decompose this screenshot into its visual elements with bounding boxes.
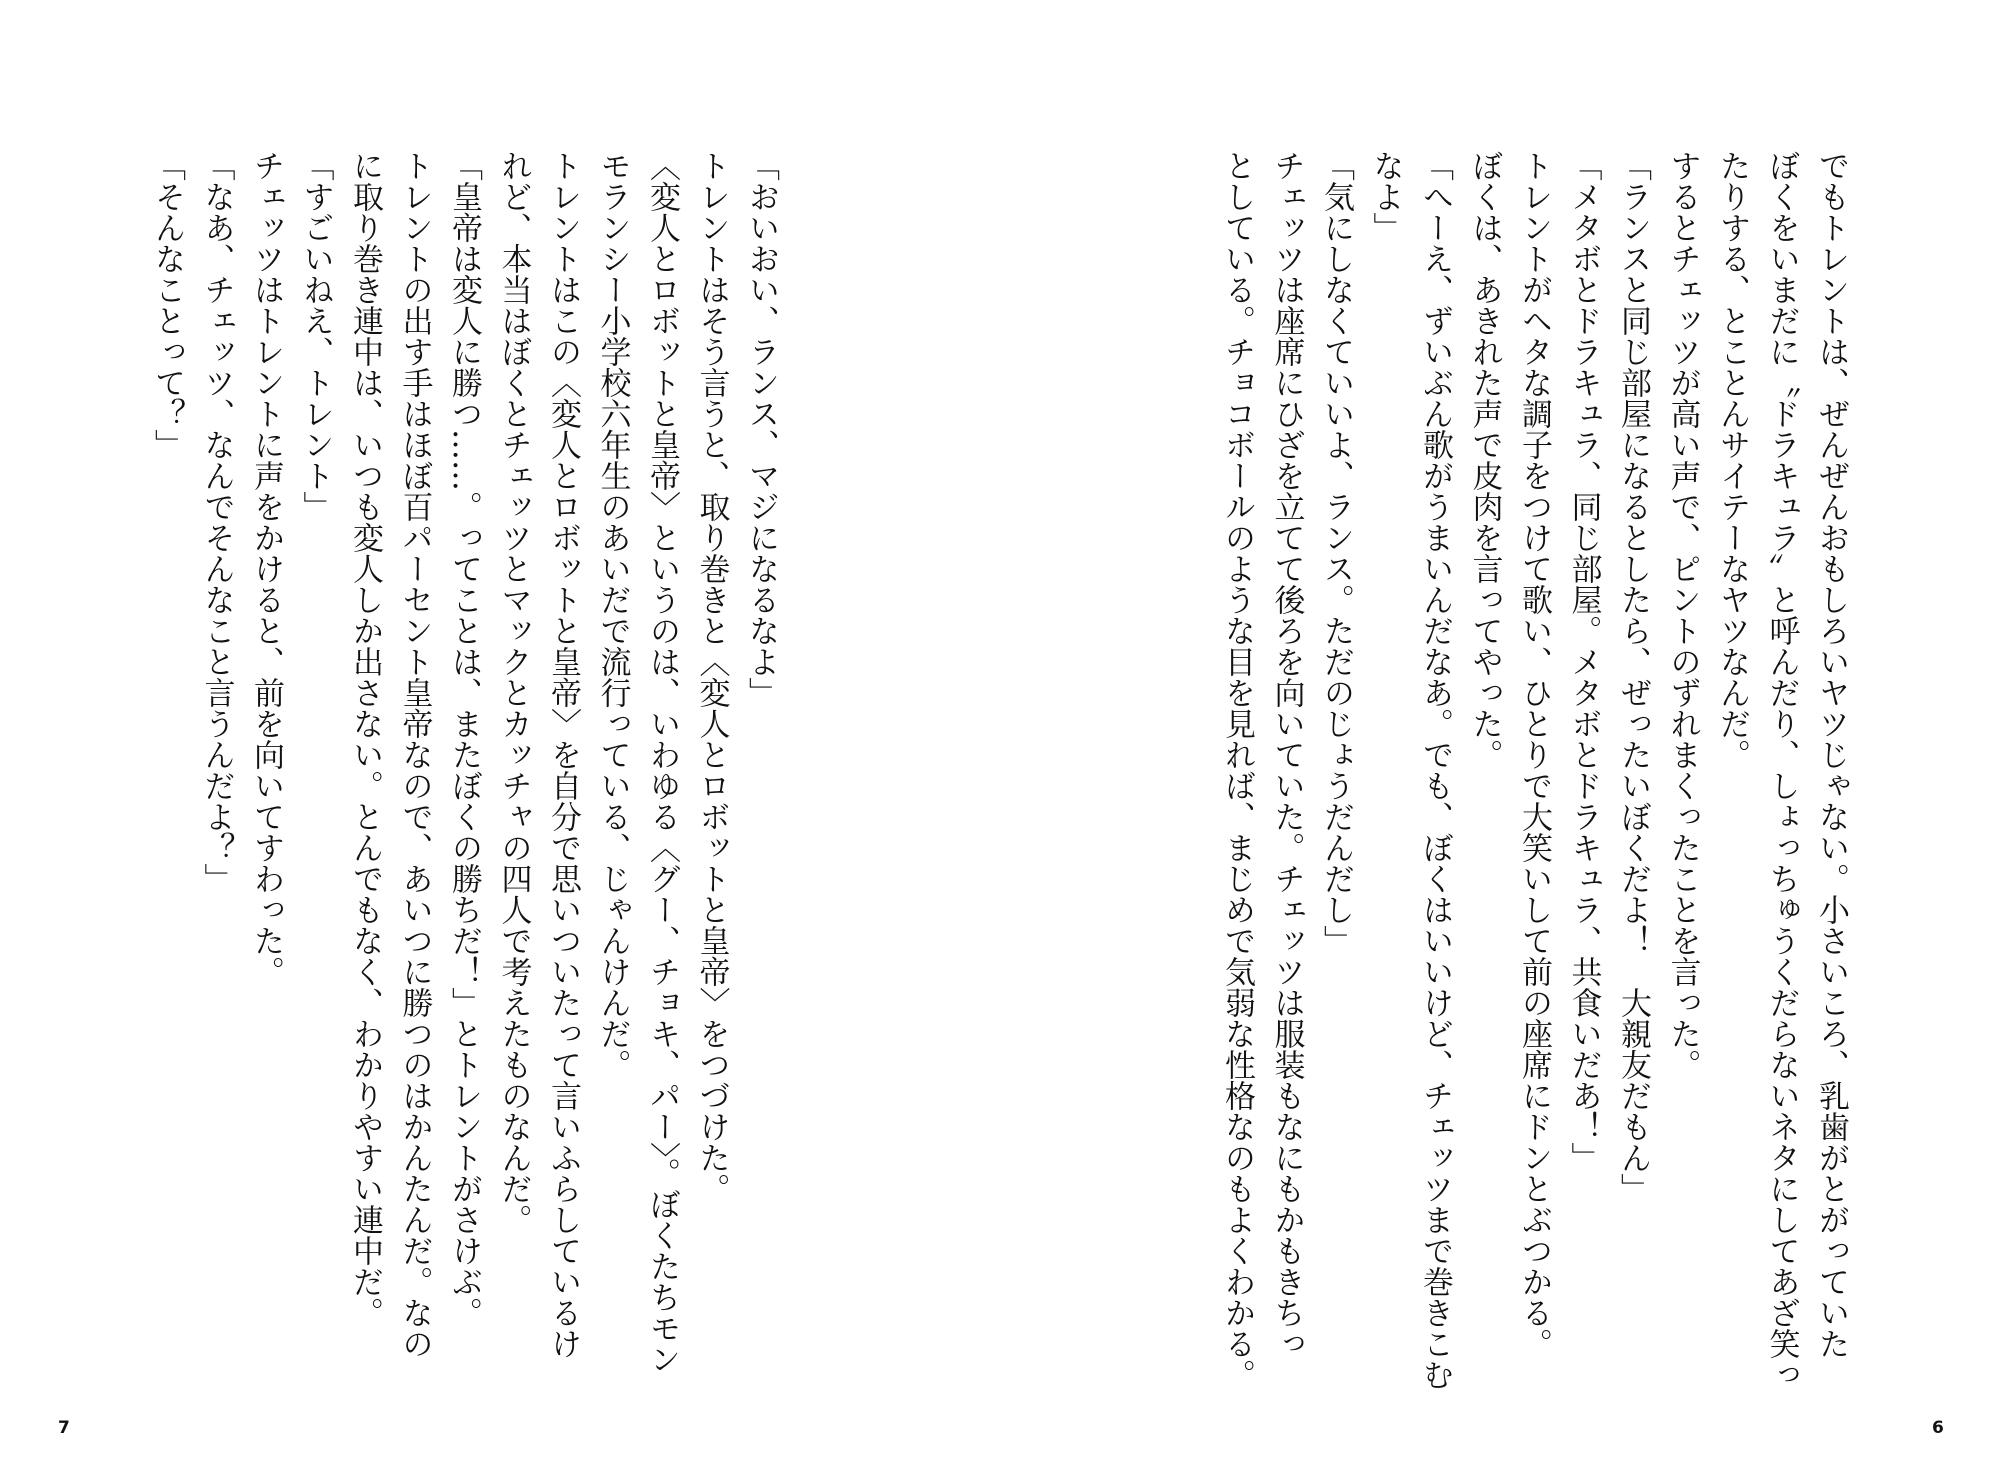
text-line: たりする、とことんサイテーなヤツなんだ。 — [1714, 150, 1750, 770]
page-number-right: 6 — [1932, 1418, 1944, 1438]
text-line: 「そんなことって？」 — [149, 150, 185, 460]
text-line: 「気にしなくていいよ、ランス。ただのじょうだんだし」 — [1318, 150, 1354, 956]
text-line: に取り巻き連中は、いつも変人しか出さない。とんでもなく、わかりやすい連中だ。 — [347, 150, 383, 1328]
text-line: 「おいおい、ランス、マジになるなよ」 — [743, 150, 779, 708]
text-line: チェッツは座席にひざを立てて後ろを向いていた。チェッツは服装もなにもかもきちっ — [1268, 150, 1305, 1359]
page-number-left: 7 — [58, 1418, 70, 1438]
text-line: れど、本当はぼくとチェッツとマックとカッチャの四人で考えたものなんだ。 — [495, 150, 532, 1235]
right-page — [1000, 0, 2000, 1469]
text-line: 「すごいねえ、トレント」 — [297, 150, 334, 522]
right-page-text — [1035, 150, 1855, 1390]
left-page-text — [85, 150, 785, 1375]
text-line: 〈変人とロボットと皇帝〉というのは、いわゆる〈グー、チョキ、パー〉。ぼくたちモン — [644, 150, 680, 1375]
text-line: ぼくをいまだに〝ドラキュラ〟と呼んだり、しょっちゅうくだらないネタにしてあざ笑っ — [1763, 150, 1800, 1390]
text-line: 「なあ、チェッツ、なんでそんなこと言うんだよ？」 — [198, 150, 235, 894]
text-line: モランシー小学校六年生のあいだで流行っている、じゃんけんだ。 — [594, 150, 631, 1080]
text-line: トレントはそう言うと、取り巻きと〈変人とロボットと皇帝〉をつづけた。 — [693, 150, 730, 1204]
text-line: でもトレントは、ぜんぜんおもしろいヤツじゃない。小さいころ、乳歯がとがっていた — [1813, 150, 1849, 1359]
text-line: トレントがヘタな調子をつけて歌い、ひとりで大笑いして前の座席にドンとぶつかる。 — [1516, 150, 1552, 1359]
text-line: チェッツはトレントに声をかけると、前を向いてすわった。 — [248, 150, 284, 987]
text-line: 「ランスと同じ部屋になるとしたら、ぜったいぼくだよ！ 大親友だもん」 — [1615, 150, 1651, 1204]
text-line: 「へーえ、ずいぶん歌がうまいんだなあ。でも、ぼくはいいけど、チェッツまで巻きこむ — [1417, 150, 1453, 1390]
text-line: ぼくは、あきれた声で皮肉を言ってやった。 — [1466, 150, 1503, 770]
text-line: なよ」 — [1367, 150, 1404, 243]
text-line: としている。チョコボールのような目を見れば、まじめで気弱な性格なのもよくわかる。 — [1219, 150, 1255, 1390]
text-line: 「メタボとドラキュラ、同じ部屋。メタボとドラキュラ、共食いだあ！」 — [1565, 150, 1602, 1173]
text-line: トレントはこの〈変人とロボットと皇帝〉を自分で思いついたって言いふらしているけ — [545, 150, 581, 1359]
text-line: トレントの出す手はほぼ百パーセント皇帝なので、あいつに勝つのはかんたんだ。なの — [396, 150, 433, 1359]
text-line: するとチェッツが高い声で、ピントのずれまくったことを言った。 — [1664, 150, 1701, 1080]
text-line: 「皇帝は変人に勝つ……。ってことは、またぼくの勝ちだ！」とトレントがさけぶ。 — [446, 150, 482, 1328]
